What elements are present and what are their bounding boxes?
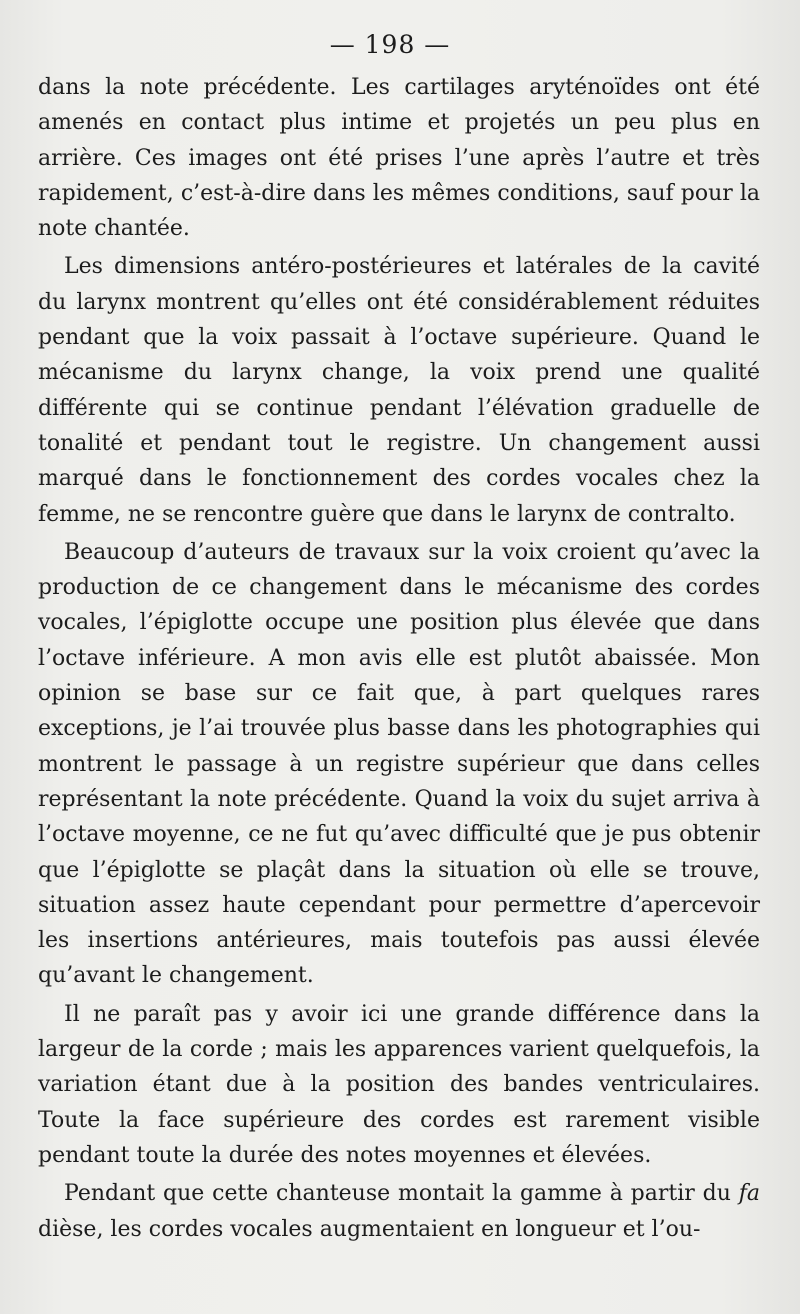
paragraph-5-text-before: Pendant que cette chanteuse montait la gamme à partir du [64,1181,739,1207]
paragraph-5-note-name: fa [738,1181,760,1207]
paragraph-5-text-after: dièse, les cordes vocales augmentaient en longueur et l’ou- [38,1216,701,1242]
paragraph-3: Beaucoup d’auteurs de travaux sur la voix croient qu’avec la production de ce changement dans le mécanisme des cordes vocales, l’épiglotte occupe une position plus élevée que dans l’octave inférieure. A mon avis elle est plutôt abaissée. Mon opinion se base sur ce fait que, à part quelques rares exceptions, je l’ai trouvée plus basse dans les photographies qui montrent le passage à un registre supérieur que dans celles représentant la note précédente. Quand la voix du sujet arriva à l’octave moyenne, ce ne fut qu’avec difficulté que je pus obtenir que l’épiglotte se plaçât dans la situation où elle se trouve, situation assez haute cependant pour permettre d’apercevoir les insertions antérieures, mais toutefois pas aussi élevée qu’avant le changement. [38,539,760,989]
paragraph-2: Les dimensions antéro-postérieures et latérales de la cavité du larynx montrent qu’elles ont été considérablement réduites pendant que la voix passait à l’octave supérieure. Quand le mécanisme du larynx change, la voix prend une qualité différente qui se continue pendant l’élévation graduelle de tonalité et pendant tout le registre. Un changement aussi marqué dans le fonctionnement des cordes vocales chez la femme, ne se rencontre guère que dans le larynx de contralto. [38,254,760,527]
page-number: — 198 — [329,30,451,59]
paragraph-5 [38,1176,760,1247]
body-text [38,70,760,1250]
paragraph-4: Il ne paraît pas y avoir ici une grande différence dans la largeur de la corde ; mais les apparences varient quelquefois, la variation étant due à la position des bandes ventriculaires. Toute la face supérieure des cordes est rarement visible pendant toute la durée des notes moyennes et élevées. [38,1001,760,1168]
paragraph-1: dans la note précédente. Les cartilages aryténoïdes ont été amenés en contact plus intime et projetés un peu plus en arrière. Ces images ont été prises l’une après l’autre et très rapidement, c’est-à-dire dans les mêmes conditions, sauf pour la note chantée. [38,75,760,242]
